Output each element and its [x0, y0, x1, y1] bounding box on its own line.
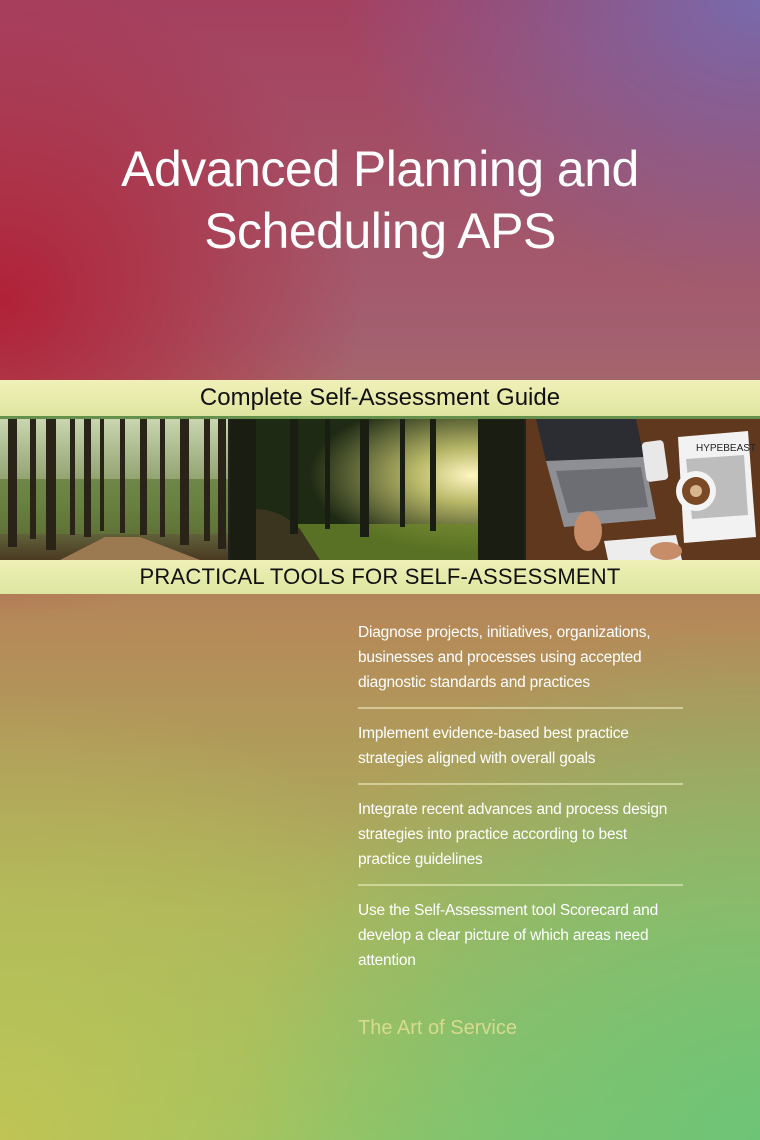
- bullet-item-scorecard: Use the Self-Assessment tool Scorecard and develop a clear picture of which areas need attention: [358, 902, 659, 969]
- bullet-divider: [358, 783, 683, 785]
- publisher-name: The Art of Service: [358, 1017, 517, 1039]
- bullet-item-integrate: Integrate recent advances and process design strategies into practice according to best practice guidelines: [358, 801, 668, 868]
- bullet-item-diagnose: Diagnose projects, initiatives, organizations, businesses and processes using accepted diagnostic standards and practices: [358, 624, 651, 691]
- bullet-list: [358, 620, 683, 973]
- title-line-1: Advanced Planning and: [121, 141, 639, 197]
- practical-tools-band: PRACTICAL TOOLS FOR SELF-ASSESSMENT: [0, 560, 760, 594]
- sunlit-forest-photo: [230, 419, 524, 560]
- desk-laptop-photo: [526, 419, 760, 560]
- bullet-divider: [358, 707, 683, 709]
- photo-strip: [0, 419, 760, 560]
- title-line-2: Scheduling APS: [204, 203, 556, 259]
- magazine-title-text: HYPEBEAST: [696, 443, 757, 454]
- subtitle-band: Complete Self-Assessment Guide: [0, 380, 760, 419]
- bullet-item-implement: Implement evidence-based best practice strategies aligned with overall goals: [358, 725, 629, 767]
- forest-path-photo: [0, 419, 228, 560]
- cover-title: [40, 138, 720, 262]
- bullet-divider: [358, 884, 683, 886]
